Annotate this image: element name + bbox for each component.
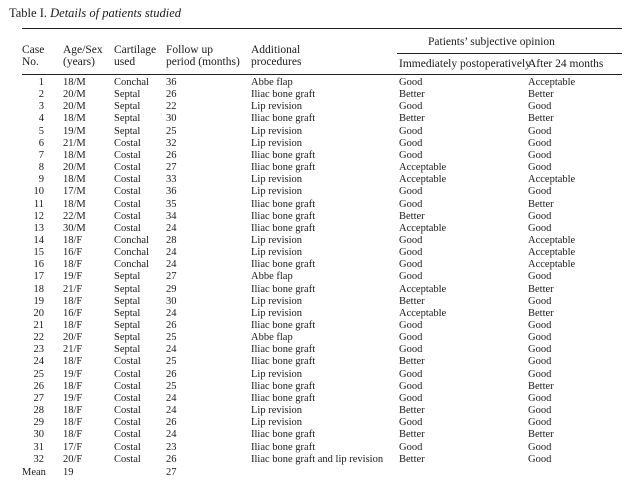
age-sex-cell: 18/F <box>63 380 83 392</box>
age-sex-cell: 16/F <box>63 307 83 319</box>
header-age-sex: Age/Sex (years) <box>63 44 103 68</box>
procedure-cell: Lip revision <box>251 405 303 417</box>
follow-up-cell: 25 <box>166 380 177 392</box>
opinion-after-24-cell: Good <box>528 417 552 429</box>
opinion-after-24-cell: Good <box>528 295 552 307</box>
cartilage-cell: Costal <box>114 198 141 210</box>
case-number-cell: 30 <box>33 429 44 441</box>
case-number-cell: 27 <box>33 392 44 404</box>
opinion-after-24-cell: Acceptable <box>528 247 576 259</box>
opinion-immediate-cell: Good <box>399 344 423 356</box>
header-cartilage: Cartilage used <box>114 44 157 68</box>
follow-up-cell: 34 <box>166 210 177 222</box>
opinion-immediate-cell: Acceptable <box>399 174 447 186</box>
follow-up-cell: 27 <box>166 271 177 283</box>
case-number-cell: 25 <box>33 368 44 380</box>
procedure-cell: Iliac bone graft <box>251 113 316 125</box>
table-top-rule <box>22 28 622 29</box>
cartilage-cell: Septal <box>114 101 141 113</box>
cartilage-cell: Septal <box>114 332 141 344</box>
case-number-cell: 28 <box>33 405 44 417</box>
age-sex-cell: 20/M <box>63 89 86 101</box>
case-number-cell: 5 <box>38 125 44 137</box>
cartilage-cell: Conchal <box>114 247 149 259</box>
procedure-cell: Iliac bone graft <box>251 259 316 271</box>
opinion-immediate-cell: Good <box>399 259 423 271</box>
table-row <box>0 381 628 393</box>
table-row <box>0 247 628 259</box>
cartilage-cell: Costal <box>114 222 141 234</box>
procedure-cell: Lip revision <box>251 137 303 149</box>
case-number-cell: 31 <box>33 441 44 453</box>
follow-up-cell: 24 <box>166 405 177 417</box>
opinion-immediate-cell: Good <box>399 125 423 137</box>
cartilage-cell: Septal <box>114 344 141 356</box>
case-number-cell: 11 <box>33 198 44 210</box>
age-sex-cell: 30/M <box>63 222 86 234</box>
table-row <box>0 77 628 89</box>
table-row <box>0 454 628 466</box>
opinion-after-24-cell: Good <box>528 149 552 161</box>
table-row <box>0 138 628 150</box>
mean-age: 19 <box>63 467 74 478</box>
procedure-cell: Iliac bone graft <box>251 89 316 101</box>
table-row <box>0 174 628 186</box>
age-sex-cell: 17/F <box>63 441 83 453</box>
cartilage-cell: Costal <box>114 453 141 465</box>
case-number-cell: 26 <box>33 380 44 392</box>
procedure-cell: Iliac bone graft <box>251 429 316 441</box>
case-number-cell: 4 <box>38 113 44 125</box>
opinion-after-24-cell: Good <box>528 344 552 356</box>
opinion-immediate-cell: Better <box>399 453 425 465</box>
age-sex-cell: 21/F <box>63 344 83 356</box>
opinion-immediate-cell: Better <box>399 210 425 222</box>
procedure-cell: Lip revision <box>251 234 303 246</box>
procedure-cell: Iliac bone graft <box>251 210 316 222</box>
case-number-cell: 12 <box>33 210 44 222</box>
cartilage-cell: Septal <box>114 320 141 331</box>
age-sex-cell: 22/M <box>63 210 86 222</box>
header-procedures: Additional procedures <box>251 44 302 68</box>
opinion-immediate-cell: Good <box>399 392 423 404</box>
procedure-cell: Iliac bone graft <box>251 320 316 331</box>
cartilage-cell: Conchal <box>114 234 149 246</box>
table-row <box>0 211 628 223</box>
mean-follow-up: 27 <box>166 467 177 478</box>
table-row <box>0 405 628 417</box>
opinion-immediate-cell: Good <box>399 417 423 429</box>
cartilage-cell: Costal <box>114 210 141 222</box>
procedure-cell: Iliac bone graft <box>251 162 316 174</box>
age-sex-cell: 18/M <box>63 77 86 88</box>
opinion-immediate-cell: Good <box>399 101 423 113</box>
opinion-immediate-cell: Good <box>399 234 423 246</box>
case-number-cell: 23 <box>33 344 44 356</box>
opinion-immediate-cell: Better <box>399 113 425 125</box>
age-sex-cell: 21/M <box>63 137 86 149</box>
opinion-after-24-cell: Good <box>528 332 552 344</box>
table-row <box>0 344 628 356</box>
follow-up-cell: 24 <box>166 307 177 319</box>
cartilage-cell: Costal <box>114 405 141 417</box>
follow-up-cell: 24 <box>166 429 177 441</box>
follow-up-cell: 26 <box>166 368 177 380</box>
cartilage-cell: Septal <box>114 271 141 283</box>
follow-up-cell: 30 <box>166 113 177 125</box>
opinion-after-24-cell: Good <box>528 125 552 137</box>
procedure-cell: Iliac bone graft <box>251 441 316 453</box>
procedure-cell: Lip revision <box>251 247 303 259</box>
cartilage-cell: Conchal <box>114 259 149 271</box>
table-row <box>0 235 628 247</box>
procedure-cell: Lip revision <box>251 174 303 186</box>
header-case: Case No. <box>22 44 45 68</box>
opinion-immediate-cell: Good <box>399 186 423 198</box>
follow-up-cell: 27 <box>166 162 177 174</box>
opinion-immediate-cell: Good <box>399 380 423 392</box>
follow-up-cell: 30 <box>166 295 177 307</box>
table-row <box>0 393 628 405</box>
opinion-after-24-cell: Good <box>528 441 552 453</box>
follow-up-cell: 32 <box>166 137 177 149</box>
opinion-after-24-cell: Good <box>528 222 552 234</box>
table-row <box>0 320 628 332</box>
procedure-cell: Iliac bone graft and lip revision <box>251 453 384 465</box>
opinion-after-24-cell: Good <box>528 405 552 417</box>
table-row <box>0 271 628 283</box>
age-sex-cell: 21/F <box>63 283 83 295</box>
follow-up-cell: 24 <box>166 259 177 271</box>
cartilage-cell: Costal <box>114 429 141 441</box>
table-row <box>0 356 628 368</box>
header-immediately: Immediately postoperatively <box>399 58 531 70</box>
cartilage-cell: Costal <box>114 186 141 198</box>
opinion-after-24-cell: Better <box>528 307 554 319</box>
case-number-cell: 15 <box>33 247 44 259</box>
opinion-after-24-cell: Good <box>528 101 552 113</box>
follow-up-cell: 24 <box>166 392 177 404</box>
procedure-cell: Lip revision <box>251 368 303 380</box>
table-row <box>0 126 628 138</box>
cartilage-cell: Costal <box>114 392 141 404</box>
age-sex-cell: 18/F <box>63 417 83 429</box>
caption-label: Table I. <box>9 6 47 20</box>
table-row <box>0 442 628 454</box>
follow-up-cell: 26 <box>166 89 177 101</box>
opinion-immediate-cell: Good <box>399 368 423 380</box>
table-row <box>0 113 628 125</box>
case-number-cell: 29 <box>33 417 44 429</box>
table-row <box>0 186 628 198</box>
procedure-cell: Lip revision <box>251 307 303 319</box>
procedure-cell: Lip revision <box>251 186 303 198</box>
cartilage-cell: Costal <box>114 162 141 174</box>
follow-up-cell: 22 <box>166 101 177 113</box>
procedure-cell: Abbe flap <box>251 332 293 344</box>
opinion-immediate-cell: Good <box>399 77 423 88</box>
opinion-after-24-cell: Better <box>528 429 554 441</box>
case-number-cell: 7 <box>38 149 44 161</box>
opinion-immediate-cell: Good <box>399 198 423 210</box>
age-sex-cell: 18/M <box>63 113 86 125</box>
follow-up-cell: 24 <box>166 222 177 234</box>
procedure-cell: Abbe flap <box>251 77 293 88</box>
table-row <box>0 332 628 344</box>
age-sex-cell: 19/M <box>63 125 86 137</box>
opinion-after-24-cell: Acceptable <box>528 234 576 246</box>
case-number-cell: 17 <box>33 271 44 283</box>
opinion-after-24-cell: Acceptable <box>528 77 576 88</box>
procedure-cell: Iliac bone graft <box>251 380 316 392</box>
follow-up-cell: 25 <box>166 332 177 344</box>
cartilage-cell: Septal <box>114 307 141 319</box>
case-number-cell: 32 <box>33 453 44 465</box>
cartilage-cell: Costal <box>114 137 141 149</box>
age-sex-cell: 18/F <box>63 295 83 307</box>
case-number-cell: 2 <box>38 89 44 101</box>
age-sex-cell: 18/M <box>63 198 86 210</box>
opinion-after-24-cell: Acceptable <box>528 174 576 186</box>
opinion-after-24-cell: Good <box>528 186 552 198</box>
procedure-cell: Iliac bone graft <box>251 198 316 210</box>
table-row <box>0 150 628 162</box>
opinion-after-24-cell: Better <box>528 283 554 295</box>
table-caption <box>9 6 181 21</box>
mean-label: Mean <box>22 467 46 478</box>
follow-up-cell: 36 <box>166 186 177 198</box>
table-row <box>0 162 628 174</box>
age-sex-cell: 19/F <box>63 368 83 380</box>
cartilage-cell: Costal <box>114 441 141 453</box>
opinion-immediate-cell: Good <box>399 137 423 149</box>
follow-up-cell: 26 <box>166 320 177 331</box>
follow-up-cell: 26 <box>166 453 177 465</box>
opinion-after-24-cell: Good <box>528 137 552 149</box>
opinion-after-24-cell: Good <box>528 162 552 174</box>
table-row <box>0 223 628 235</box>
age-sex-cell: 18/F <box>63 259 83 271</box>
case-number-cell: 24 <box>33 356 44 368</box>
cartilage-cell: Septal <box>114 89 141 101</box>
opinion-after-24-cell: Good <box>528 320 552 331</box>
follow-up-cell: 25 <box>166 356 177 368</box>
cartilage-cell: Septal <box>114 283 141 295</box>
opinion-after-24-cell: Better <box>528 380 554 392</box>
mean-row <box>0 467 628 479</box>
follow-up-cell: 35 <box>166 198 177 210</box>
procedure-cell: Lip revision <box>251 295 303 307</box>
opinion-immediate-cell: Better <box>399 429 425 441</box>
header-follow-up: Follow up period (months) <box>166 44 240 68</box>
follow-up-cell: 26 <box>166 417 177 429</box>
opinion-immediate-cell: Better <box>399 295 425 307</box>
opinion-immediate-cell: Acceptable <box>399 283 447 295</box>
header-after-24: After 24 months <box>528 58 604 70</box>
table-row <box>0 369 628 381</box>
age-sex-cell: 19/F <box>63 392 83 404</box>
opinion-after-24-cell: Better <box>528 89 554 101</box>
follow-up-cell: 24 <box>166 247 177 259</box>
header-opinion-group: Patients’ subjective opinion <box>428 36 555 48</box>
case-number-cell: 13 <box>33 222 44 234</box>
age-sex-cell: 20/F <box>63 453 83 465</box>
opinion-after-24-cell: Better <box>528 198 554 210</box>
procedure-cell: Iliac bone graft <box>251 356 316 368</box>
case-number-cell: 6 <box>38 137 44 149</box>
follow-up-cell: 28 <box>166 234 177 246</box>
age-sex-cell: 18/F <box>63 429 83 441</box>
table-row <box>0 199 628 211</box>
case-number-cell: 3 <box>38 101 44 113</box>
opinion-immediate-cell: Better <box>399 89 425 101</box>
table-header-rule <box>22 74 622 75</box>
follow-up-cell: 29 <box>166 283 177 295</box>
opinion-after-24-cell: Good <box>528 368 552 380</box>
age-sex-cell: 20/M <box>63 162 86 174</box>
follow-up-cell: 25 <box>166 125 177 137</box>
opinion-immediate-cell: Good <box>399 271 423 283</box>
age-sex-cell: 18/M <box>63 149 86 161</box>
opinion-immediate-cell: Good <box>399 332 423 344</box>
opinion-after-24-cell: Good <box>528 356 552 368</box>
procedure-cell: Lip revision <box>251 101 303 113</box>
opinion-immediate-cell: Good <box>399 441 423 453</box>
age-sex-cell: 20/F <box>63 332 83 344</box>
age-sex-cell: 18/F <box>63 234 83 246</box>
opinion-after-24-cell: Acceptable <box>528 259 576 271</box>
case-number-cell: 14 <box>33 234 44 246</box>
opinion-after-24-cell: Good <box>528 453 552 465</box>
opinion-immediate-cell: Acceptable <box>399 307 447 319</box>
case-number-cell: 10 <box>33 186 44 198</box>
case-number-cell: 1 <box>38 77 44 88</box>
procedure-cell: Iliac bone graft <box>251 283 316 295</box>
case-number-cell: 19 <box>33 295 44 307</box>
case-number-cell: 8 <box>38 162 44 174</box>
cartilage-cell: Costal <box>114 174 141 186</box>
follow-up-cell: 24 <box>166 344 177 356</box>
age-sex-cell: 18/F <box>63 356 83 368</box>
procedure-cell: Lip revision <box>251 125 303 137</box>
follow-up-cell: 33 <box>166 174 177 186</box>
cartilage-cell: Costal <box>114 380 141 392</box>
age-sex-cell: 17/M <box>63 186 86 198</box>
follow-up-cell: 36 <box>166 77 177 88</box>
table-row <box>0 308 628 320</box>
table-row <box>0 429 628 441</box>
age-sex-cell: 18/F <box>63 320 83 331</box>
follow-up-cell: 26 <box>166 149 177 161</box>
table-row <box>0 101 628 113</box>
table-row <box>0 89 628 101</box>
case-number-cell: 20 <box>33 307 44 319</box>
cartilage-cell: Costal <box>114 368 141 380</box>
opinion-immediate-cell: Good <box>399 320 423 331</box>
case-number-cell: 18 <box>33 283 44 295</box>
table-row <box>0 284 628 296</box>
opinion-immediate-cell: Good <box>399 247 423 259</box>
table-row <box>0 259 628 271</box>
table-row <box>0 296 628 308</box>
age-sex-cell: 18/M <box>63 174 86 186</box>
cartilage-cell: Septal <box>114 113 141 125</box>
opinion-immediate-cell: Acceptable <box>399 162 447 174</box>
procedure-cell: Abbe flap <box>251 271 293 283</box>
procedure-cell: Iliac bone graft <box>251 344 316 356</box>
opinion-immediate-cell: Better <box>399 356 425 368</box>
cartilage-cell: Septal <box>114 125 141 137</box>
procedure-cell: Iliac bone graft <box>251 222 316 234</box>
case-number-cell: 22 <box>33 332 44 344</box>
opinion-after-24-cell: Good <box>528 210 552 222</box>
table-row <box>0 417 628 429</box>
opinion-after-24-cell: Good <box>528 271 552 283</box>
age-sex-cell: 20/M <box>63 101 86 113</box>
opinion-after-24-cell: Good <box>528 392 552 404</box>
procedure-cell: Lip revision <box>251 417 303 429</box>
procedure-cell: Iliac bone graft <box>251 149 316 161</box>
cartilage-cell: Costal <box>114 417 141 429</box>
age-sex-cell: 19/F <box>63 271 83 283</box>
cartilage-cell: Costal <box>114 356 141 368</box>
cartilage-cell: Conchal <box>114 77 149 88</box>
opinion-immediate-cell: Better <box>399 405 425 417</box>
cartilage-cell: Costal <box>114 149 141 161</box>
cartilage-cell: Septal <box>114 295 141 307</box>
case-number-cell: 9 <box>38 174 44 186</box>
opinion-immediate-cell: Acceptable <box>399 222 447 234</box>
case-number-cell: 21 <box>33 320 44 331</box>
opinion-after-24-cell: Better <box>528 113 554 125</box>
opinion-immediate-cell: Good <box>399 149 423 161</box>
header-group-rule <box>397 53 622 54</box>
caption-title: Details of patients studied <box>50 6 182 20</box>
age-sex-cell: 18/F <box>63 405 83 417</box>
follow-up-cell: 23 <box>166 441 177 453</box>
case-number-cell: 16 <box>33 259 44 271</box>
procedure-cell: Iliac bone graft <box>251 392 316 404</box>
age-sex-cell: 16/F <box>63 247 83 259</box>
